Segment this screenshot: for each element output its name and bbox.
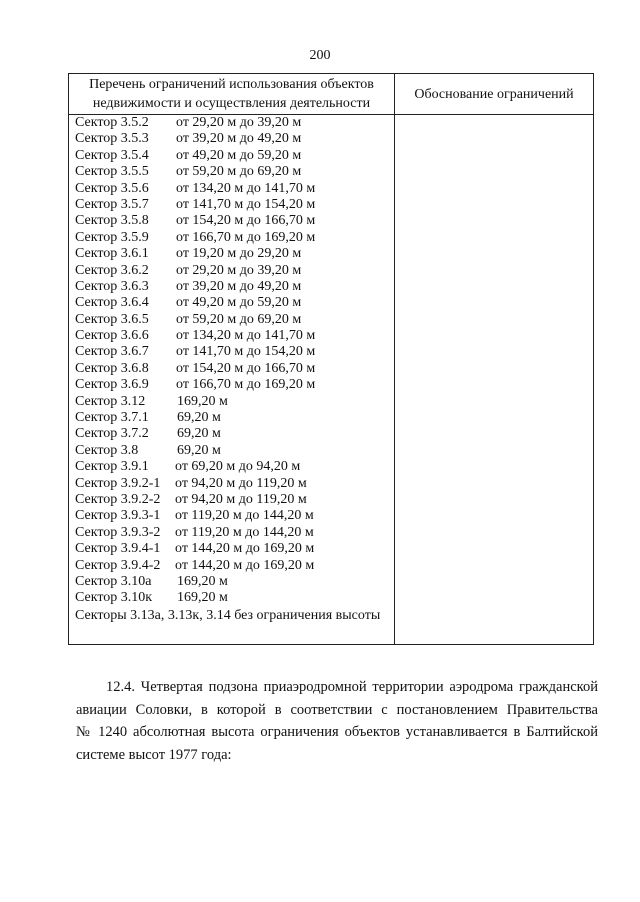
height-range: от 166,70 м до 169,20 м xyxy=(176,377,316,393)
sector-name: Сектор 3.6.5 xyxy=(75,311,149,327)
table-row xyxy=(75,344,393,360)
table-row xyxy=(75,410,393,426)
height-range: от 134,20 м до 141,70 м xyxy=(176,328,316,344)
table-row xyxy=(75,541,393,557)
paragraph-line: системе высот 1977 года: xyxy=(76,746,232,763)
height-range: от 144,20 м до 169,20 м xyxy=(175,557,315,573)
height-range: от 59,20 м до 69,20 м xyxy=(176,311,302,327)
sector-name: Сектор 3.7.2 xyxy=(75,426,149,442)
height-range: 69,20 м xyxy=(177,410,221,426)
sector-name: Сектор 3.9.1 xyxy=(75,459,149,475)
sector-name: Сектор 3.9.3-1 xyxy=(75,508,161,524)
paragraph-line: 12.4. Четвертая подзона приаэродромной территории аэродрома гражданской xyxy=(106,679,598,695)
table-row xyxy=(75,443,393,459)
table-row xyxy=(75,508,393,524)
height-range: от 69,20 м до 94,20 м xyxy=(175,459,301,475)
sector-name: Сектор 3.9.2-1 xyxy=(75,475,161,491)
sector-name: Сектор 3.6.7 xyxy=(75,344,149,360)
height-range: 169,20 м xyxy=(177,573,228,589)
sector-name: Сектор 3.6.6 xyxy=(75,328,149,344)
table-row xyxy=(75,394,393,410)
header-restrictions-list xyxy=(69,75,394,113)
table-row xyxy=(75,295,393,311)
height-range: от 94,20 м до 119,20 м xyxy=(175,475,307,491)
sector-name: Сектор 3.5.7 xyxy=(75,196,149,212)
height-range: от 141,70 м до 154,20 м xyxy=(176,344,316,360)
sector-name: Сектор 3.6.3 xyxy=(75,278,149,294)
height-range: от 94,20 м до 119,20 м xyxy=(175,491,307,507)
table-row xyxy=(75,115,393,131)
sector-name: Сектор 3.10к xyxy=(75,590,153,606)
table-row xyxy=(75,213,393,229)
restrictions-table xyxy=(68,73,594,645)
height-range: от 29,20 м до 39,20 м xyxy=(176,262,302,278)
table-row xyxy=(75,558,393,574)
page-number: 200 xyxy=(309,48,331,63)
height-range: от 144,20 м до 169,20 м xyxy=(175,541,315,557)
height-range: от 119,20 м до 144,20 м xyxy=(175,524,314,540)
section-12-4-paragraph xyxy=(76,676,598,766)
table-row xyxy=(75,377,393,393)
sector-name: Сектор 3.7.1 xyxy=(75,410,149,426)
sector-name: Сектор 3.8 xyxy=(75,442,139,458)
table-row xyxy=(75,246,393,262)
height-range: от 59,20 м до 69,20 м xyxy=(176,164,302,180)
height-range: 69,20 м xyxy=(177,426,221,442)
sector-name: Сектор 3.5.5 xyxy=(75,164,149,180)
header-left-line-2: недвижимости и осуществления деятельности xyxy=(92,96,371,111)
sector-name: Сектор 3.9.2-2 xyxy=(75,491,161,507)
table-note-row: Секторы 3.13а, 3.13к, 3.14 без ограничения высоты xyxy=(75,607,381,623)
column-divider xyxy=(394,74,395,644)
header-justification: Обоснование ограничений xyxy=(414,87,574,102)
sector-name: Сектор 3.6.4 xyxy=(75,295,149,311)
table-row xyxy=(75,459,393,475)
table-row xyxy=(75,590,393,606)
table-row xyxy=(75,328,393,344)
height-range: от 154,20 м до 166,70 м xyxy=(176,360,316,376)
sector-name: Сектор 3.12 xyxy=(75,393,146,409)
sector-name: Сектор 3.5.3 xyxy=(75,131,149,147)
table-row xyxy=(75,148,393,164)
sector-name: Сектор 3.9.3-2 xyxy=(75,524,161,540)
height-range: от 119,20 м до 144,20 м xyxy=(175,508,314,524)
sector-name: Сектор 3.6.9 xyxy=(75,377,149,393)
table-body xyxy=(75,115,393,624)
height-range: от 39,20 м до 49,20 м xyxy=(176,278,302,294)
table-row xyxy=(75,361,393,377)
table-row xyxy=(75,525,393,541)
height-range: от 49,20 м до 59,20 м xyxy=(176,295,302,311)
table-row xyxy=(75,197,393,213)
height-range: от 39,20 м до 49,20 м xyxy=(176,131,302,147)
table-row xyxy=(75,476,393,492)
sector-name: Сектор 3.10а xyxy=(75,573,152,589)
height-range: от 29,20 м до 39,20 м xyxy=(176,115,302,130)
height-range: от 154,20 м до 166,70 м xyxy=(176,213,316,229)
sector-name: Сектор 3.9.4-2 xyxy=(75,557,161,573)
table-row xyxy=(75,312,393,328)
sector-name: Сектор 3.5.8 xyxy=(75,213,149,229)
table-row xyxy=(75,164,393,180)
table-row xyxy=(75,426,393,442)
table-row xyxy=(75,230,393,246)
sector-name: Сектор 3.6.1 xyxy=(75,246,149,262)
height-range: 169,20 м xyxy=(177,590,228,606)
height-range: 169,20 м xyxy=(177,393,228,409)
table-row xyxy=(75,492,393,508)
sector-name: Сектор 3.5.6 xyxy=(75,180,149,196)
table-row xyxy=(75,181,393,197)
table-row xyxy=(75,279,393,295)
table-row xyxy=(75,263,393,279)
height-range: от 49,20 м до 59,20 м xyxy=(176,147,302,163)
sector-name: Сектор 3.5.2 xyxy=(75,115,149,130)
table-row xyxy=(75,574,393,590)
sector-name: Сектор 3.6.8 xyxy=(75,360,149,376)
height-range: от 166,70 м до 169,20 м xyxy=(176,229,316,245)
sector-name: Сектор 3.9.4-1 xyxy=(75,541,161,557)
paragraph-line: авиации Соловки, в которой в соответствии с постановлением Правительства xyxy=(76,701,598,718)
sector-name: Сектор 3.6.2 xyxy=(75,262,149,278)
sector-name: Сектор 3.5.9 xyxy=(75,229,149,245)
sector-name: Сектор 3.5.4 xyxy=(75,147,149,163)
height-range: 69,20 м xyxy=(177,442,221,458)
height-range: от 19,20 м до 29,20 м xyxy=(176,246,302,262)
table-row xyxy=(75,131,393,147)
height-range: от 134,20 м до 141,70 м xyxy=(176,180,316,196)
paragraph-line: № 1240 абсолютная высота ограничения объектов устанавливается в Балтийской xyxy=(76,724,598,740)
header-left-line-1: Перечень ограничений использования объектов xyxy=(89,77,374,92)
height-range: от 141,70 м до 154,20 м xyxy=(176,196,316,212)
